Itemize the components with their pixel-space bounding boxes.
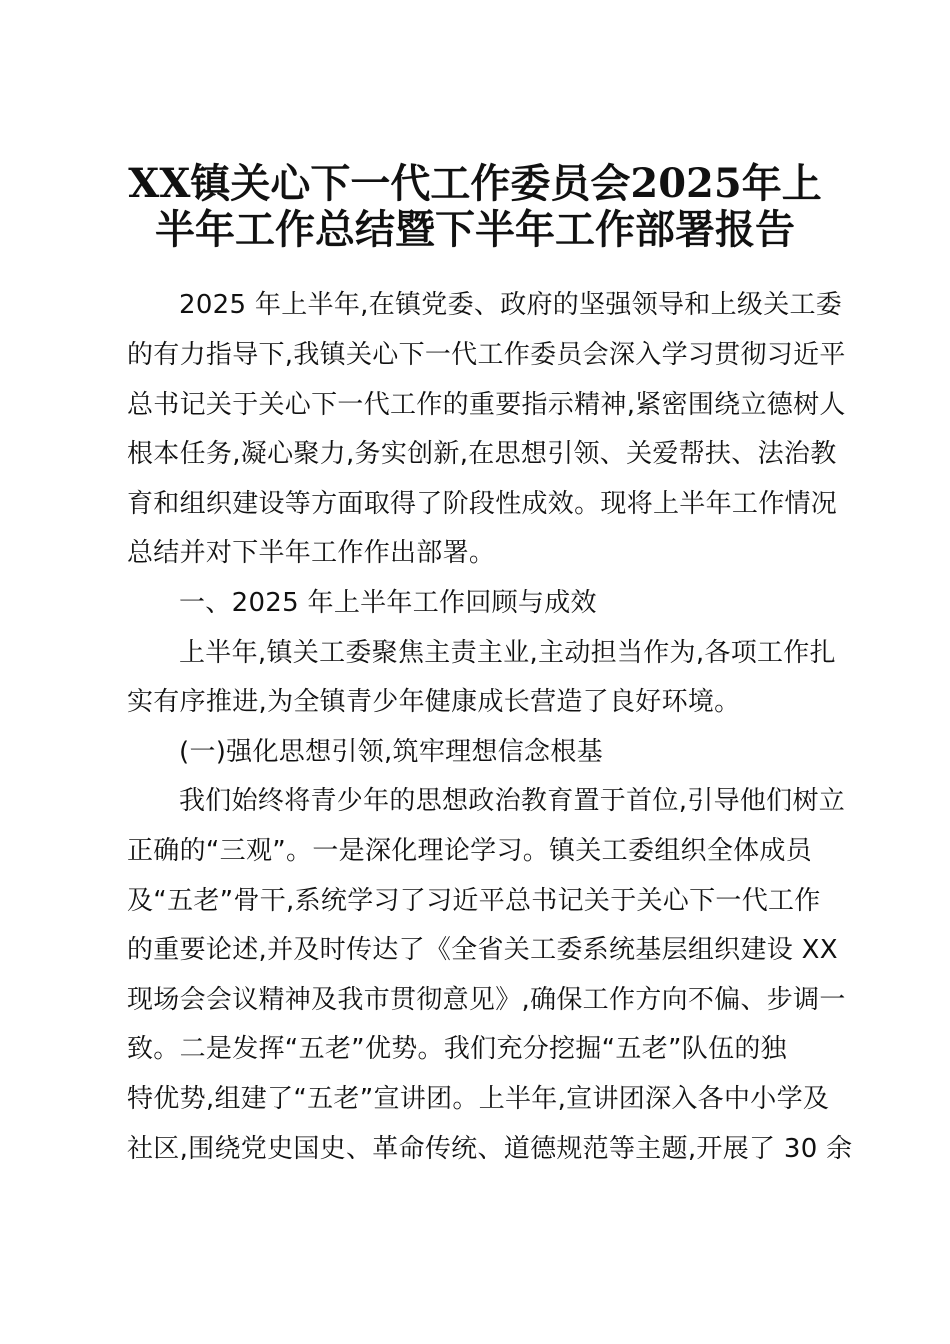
body-line: 实有序推进,为全镇青少年健康成长营造了良好环境。 — [127, 687, 741, 717]
body-line: 2025 年上半年,在镇党委、政府的坚强领导和上级关工委 — [179, 290, 843, 320]
body-line: 的有力指导下,我镇关心下一代工作委员会深入学习贯彻习近平 — [127, 340, 846, 370]
body-line: 致。二是发挥“五老”优势。我们充分挖掘“五老”队伍的独 — [127, 1034, 787, 1064]
section-heading: 一、2025 年上半年工作回顾与成效 — [179, 588, 597, 618]
body-line: 总结并对下半年工作作出部署。 — [127, 538, 496, 568]
document-title-line-1: XX镇关心下一代工作委员会2025年上 — [128, 160, 822, 207]
body-line: 及“五老”骨干,系统学习了习近平总书记关于关心下一代工作 — [127, 886, 821, 916]
body-line: 正确的“三观”。一是深化理论学习。镇关工委组织全体成员 — [127, 836, 813, 866]
document-title-line-2: 半年工作总结暨下半年工作部署报告 — [155, 206, 795, 253]
body-line: 社区,围绕党史国史、革命传统、道德规范等主题,开展了 30 余 — [127, 1134, 853, 1164]
body-line: 我们始终将青少年的思想政治教育置于首位,引导他们树立 — [179, 786, 846, 816]
subsection-heading: (一)强化思想引领,筑牢理想信念根基 — [179, 737, 603, 767]
body-line: 总书记关于关心下一代工作的重要指示精神,紧密围绕立德树人 — [127, 390, 846, 420]
body-line: 特优势,组建了“五老”宣讲团。上半年,宣讲团深入各中小学及 — [127, 1084, 830, 1114]
body-line: 的重要论述,并及时传达了《全省关工委系统基层组织建设 XX — [127, 935, 838, 965]
body-line: 上半年,镇关工委聚焦主责主业,主动担当作为,各项工作扎 — [179, 638, 836, 668]
body-line: 根本任务,凝心聚力,务实创新,在思想引领、关爱帮扶、法治教 — [127, 439, 837, 469]
body-line: 现场会会议精神及我市贯彻意见》,确保工作方向不偏、步调一 — [127, 985, 846, 1015]
body-line: 育和组织建设等方面取得了阶段性成效。现将上半年工作情况 — [127, 489, 838, 519]
